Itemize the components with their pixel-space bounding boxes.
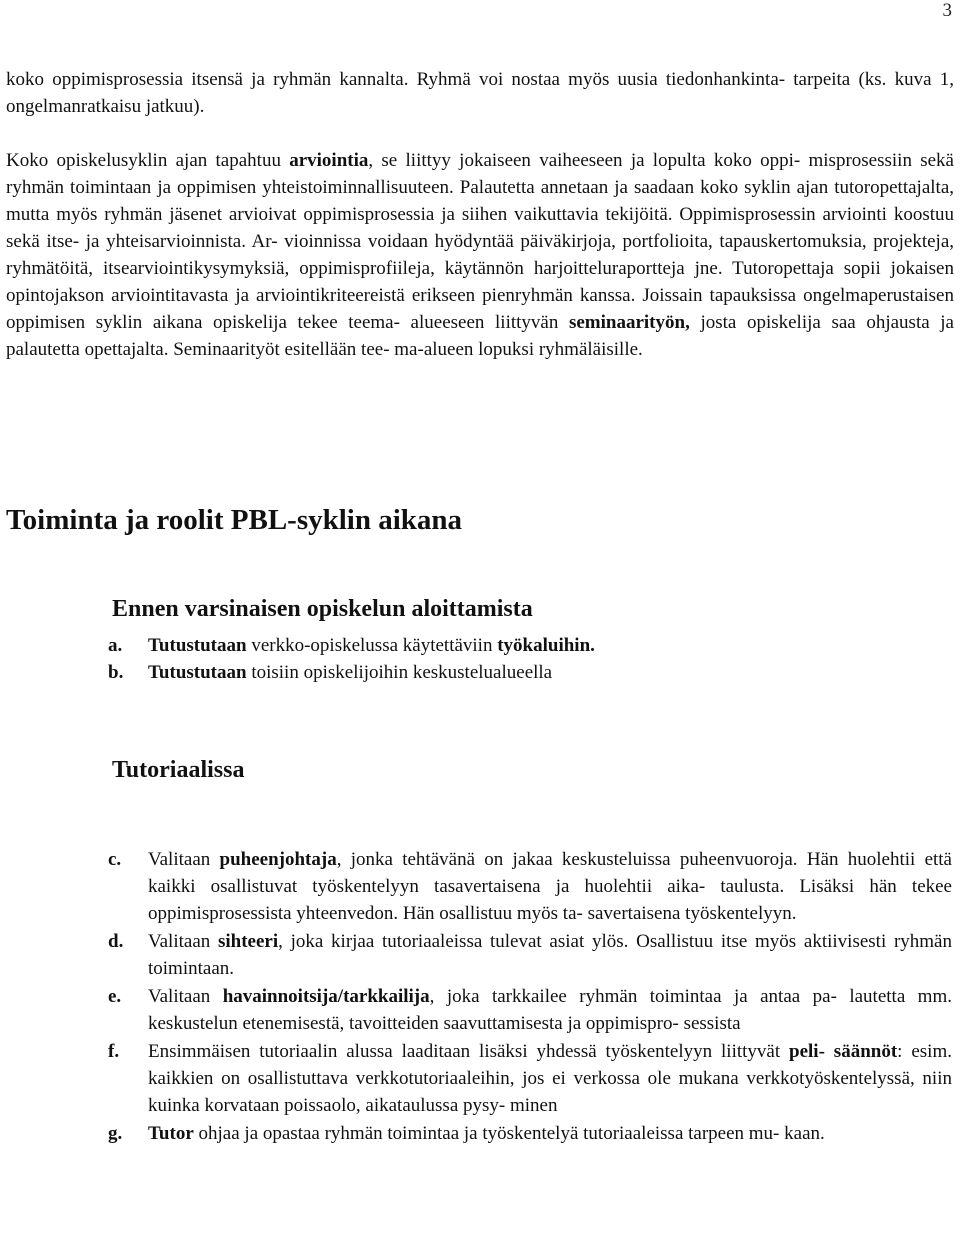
paragraph-assessment [6, 147, 954, 363]
list-marker: c. [108, 849, 122, 870]
list-before-start [0, 632, 960, 686]
item-text: toisiin opiskelijoihin keskustelualueella [246, 662, 553, 683]
bold-term-arviointia: arviointia [289, 150, 369, 171]
list-item [0, 983, 960, 1037]
item-text: verkko-opiskelussa käytettäviin [246, 635, 498, 656]
list-marker: a. [108, 635, 123, 656]
bold-term: Tutor [148, 1123, 194, 1144]
list-item [0, 632, 960, 659]
bold-term: työkaluihin. [497, 635, 595, 656]
page-number: 3 [942, 0, 952, 21]
paragraph-text: josta opiskelija saa ohjausta ja palautetta opettajalta. Seminaarityöt esitellään tee- ma-alueen lopuksi ryhmäläisille. [6, 312, 954, 360]
list-item [0, 846, 960, 927]
item-text: Ensimmäisen tutoriaalin alussa laaditaan lisäksi yhdessä työskentelyyn liittyvät [148, 1041, 790, 1062]
list-tutorial [0, 846, 960, 1148]
item-text: Valitaan [148, 931, 218, 952]
bold-term: sihteeri [217, 931, 279, 952]
item-text: : esim. kaikkien on osallistuttava verkkotutoriaaleihin, jos ei verkossa ole mukana verkkotyöskentelyssä, niin kuinka korvataan poissaolo, aikataulussa pysy- minen [148, 1041, 952, 1116]
paragraph-intro: koko oppimisprosessia itsensä ja ryhmän kannalta. Ryhmä voi nostaa myös uusia tiedonhankinta- tarpeita (ks. kuva 1, ongelmanratkaisu jatkuu). [6, 69, 954, 117]
list-item [0, 659, 960, 686]
bold-term: peli- säännöt [789, 1041, 898, 1062]
bold-term: havainnoitsija/tarkkailija [222, 986, 430, 1007]
section-heading-main: Toiminta ja roolit PBL-syklin aikana [6, 504, 463, 536]
paragraph-text: , se liittyy jokaiseen vaiheeseen ja lopulta koko oppi- misprosessiin sekä ryhmän toimintaan ja oppimisen yhteistoiminnallisuuteen. Palautetta annetaan ja saadaan koko syklin ajan tutoropettajalta, mutta myös ryhmän jäsenet arvioivat oppimisprosessia ja siihen vaikuttavia tekijöitä. Oppimisprosessin arviointi koostuu sekä itse- ja yhteisarvioinnista. Ar- vioinnissa voidaan hyödyntää päiväkirjoja, portfolioita, tapauskertomuksia, projekteja, ryhmätöitä, itsearviointikysymyksiä, oppimisprofiileja, käytännön harjoitteluraportteja jne. Tutoropettaja sopii jokaisen opintojakson arviointitavasta ja arviointikriteereistä erikseen pienryhmän kanssa. Joissain tapauksissa ongelmaperustaisen oppimisen syklin aikana opiskelija tekee teema- alueeseen liittyvän [6, 150, 954, 333]
item-text: , jonka tehtävänä on jakaa keskusteluissa puheenvuoroja. Hän huolehtii että kaikki osallistuvat työskentelyyn tasavertaisena ja huolehtii aika- taulusta. Lisäksi hän tekee oppimisprosessista yhteenvedon. Hän osallistuu myös ta- savertaisena työskentelyyn. [148, 849, 952, 924]
subheading-before-start: Ennen varsinaisen opiskelun aloittamista [112, 596, 533, 622]
list-marker: g. [108, 1123, 123, 1144]
subheading-tutorial: Tutoriaalissa [112, 757, 245, 783]
bold-term: Tutustutaan [148, 662, 247, 683]
list-marker: e. [108, 986, 122, 1007]
paragraph-text: Koko opiskelusyklin ajan tapahtuu [6, 150, 290, 171]
list-marker: b. [108, 662, 124, 683]
item-text: Valitaan [148, 986, 223, 1007]
list-item [0, 1120, 960, 1147]
item-text: ohjaa ja opastaa ryhmän toimintaa ja työskentelyä tutoriaaleissa tarpeen mu- kaan. [193, 1123, 825, 1144]
list-marker: f. [108, 1041, 120, 1062]
list-item [0, 1038, 960, 1119]
list-marker: d. [108, 931, 124, 952]
item-text: Valitaan [148, 849, 220, 870]
list-item [0, 928, 960, 982]
item-text: , joka tarkkailee ryhmän toimintaa ja antaa pa- lautetta mm. keskustelun etenemisestä, tavoitteiden saavuttamisesta ja oppimispro- sessista [148, 986, 952, 1034]
bold-term-seminaarityo: seminaarityön, [568, 312, 690, 333]
item-text: , joka kirjaa tutoriaaleissa tulevat asiat ylös. Osallistuu itse myös aktiivisesti ryhmän toimintaan. [148, 931, 952, 979]
bold-term: Tutustutaan [148, 635, 247, 656]
bold-term: puheenjohtaja [219, 849, 337, 870]
